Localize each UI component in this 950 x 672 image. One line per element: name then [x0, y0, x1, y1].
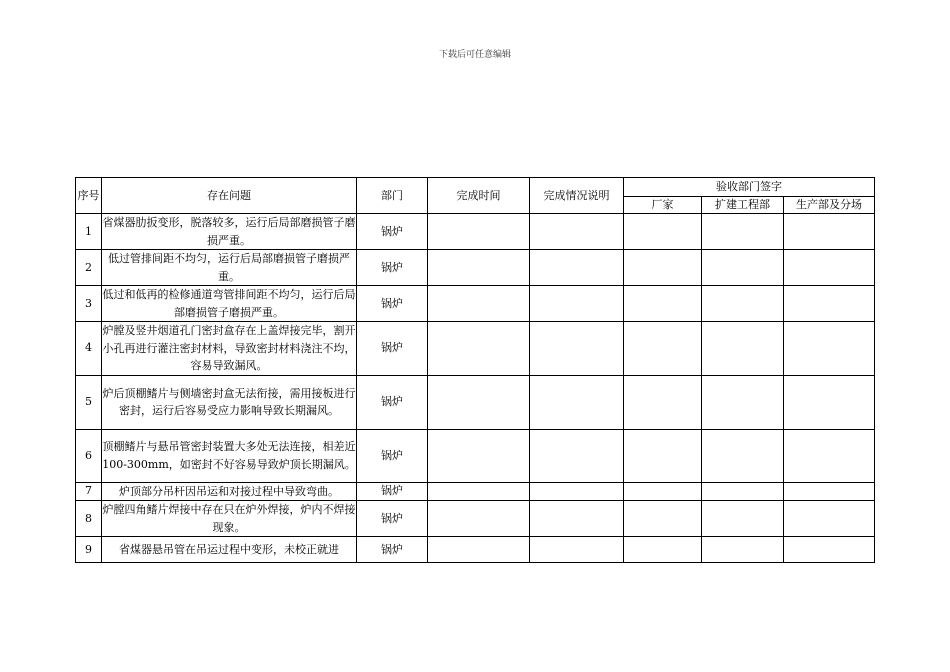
row-number: 7	[76, 482, 102, 501]
row-number: 5	[76, 375, 102, 429]
row-sign-factory	[624, 501, 702, 537]
header-seq: 序号	[76, 178, 102, 214]
issues-table	[75, 177, 875, 563]
table-body	[76, 214, 875, 563]
row-sign-production	[784, 429, 875, 482]
header-completion-time: 完成时间	[428, 178, 530, 214]
row-sign-factory	[624, 286, 702, 322]
row-dept: 锅炉	[357, 286, 428, 322]
row-completion-desc	[530, 429, 624, 482]
row-sign-factory	[624, 482, 702, 501]
header-completion-desc: 完成情况说明	[530, 178, 624, 214]
row-sign-expansion	[702, 429, 784, 482]
row-number: 4	[76, 322, 102, 376]
row-dept: 锅炉	[357, 250, 428, 286]
row-sign-factory	[624, 429, 702, 482]
row-issue: 低过和低再的检修通道弯管排间距不均匀，运行后局部磨损管子磨损严重。	[102, 286, 357, 322]
row-sign-production	[784, 250, 875, 286]
row-completion-time	[428, 375, 530, 429]
row-sign-factory	[624, 322, 702, 376]
row-completion-desc	[530, 482, 624, 501]
page-header-note: 下载后可任意编辑	[438, 50, 511, 60]
row-sign-production	[784, 322, 875, 376]
row-sign-expansion	[702, 250, 784, 286]
header-dept: 部门	[357, 178, 428, 214]
row-sign-expansion	[702, 482, 784, 501]
table-row	[76, 286, 875, 322]
table-row	[76, 429, 875, 482]
row-completion-desc	[530, 286, 624, 322]
row-completion-time	[428, 322, 530, 376]
row-completion-time	[428, 429, 530, 482]
row-issue: 省煤器肋扳变形，脱落较多，运行后局部磨损管子磨损严重。	[102, 214, 357, 250]
row-sign-production	[784, 214, 875, 250]
row-sign-production	[784, 482, 875, 501]
row-issue: 炉膛及竖井烟道孔门密封盒存在上盖焊接完毕，割开小孔再进行灌注密封材料，导致密封材料浇注不均，容易导致漏风。	[102, 322, 357, 376]
table-row	[76, 537, 875, 563]
row-completion-desc	[530, 322, 624, 376]
row-sign-expansion	[702, 375, 784, 429]
row-sign-expansion	[702, 537, 784, 563]
row-sign-expansion	[702, 322, 784, 376]
row-completion-desc	[530, 214, 624, 250]
row-issue: 炉后顶棚鳍片与侧墙密封盒无法衔接，需用接板进行密封，运行后容易受应力影响导致长期漏风。	[102, 375, 357, 429]
table-row	[76, 322, 875, 376]
row-number: 6	[76, 429, 102, 482]
row-issue: 低过管排间距不均匀，运行后局部磨损管子磨损严重。	[102, 250, 357, 286]
row-completion-time	[428, 250, 530, 286]
row-sign-factory	[624, 214, 702, 250]
row-completion-desc	[530, 375, 624, 429]
row-completion-time	[428, 286, 530, 322]
row-completion-time	[428, 214, 530, 250]
row-number: 8	[76, 501, 102, 537]
row-completion-desc	[530, 501, 624, 537]
row-sign-production	[784, 537, 875, 563]
row-issue: 炉顶部分吊杆因吊运和对接过程中导致弯曲。	[102, 482, 357, 501]
row-completion-time	[428, 537, 530, 563]
row-issue: 炉膛四角鳍片焊接中存在只在炉外焊接，炉内不焊接现象。	[102, 501, 357, 537]
row-sign-expansion	[702, 286, 784, 322]
row-dept: 锅炉	[357, 501, 428, 537]
header-sign-production: 生产部及分场	[784, 197, 875, 214]
row-dept: 锅炉	[357, 375, 428, 429]
row-issue: 顶棚鳍片与悬吊管密封装置大多处无法连接，相差近100-300mm，如密封不好容易导致炉顶长期漏风。	[102, 429, 357, 482]
header-issue: 存在问题	[102, 178, 357, 214]
row-completion-time	[428, 501, 530, 537]
row-sign-factory	[624, 537, 702, 563]
row-number: 2	[76, 250, 102, 286]
row-dept: 锅炉	[357, 214, 428, 250]
row-dept: 锅炉	[357, 322, 428, 376]
header-sign-factory: 厂家	[624, 197, 702, 214]
row-sign-production	[784, 501, 875, 537]
table-row	[76, 250, 875, 286]
row-sign-expansion	[702, 501, 784, 537]
row-dept: 锅炉	[357, 537, 428, 563]
header-sign-expansion: 扩建工程部	[702, 197, 784, 214]
row-dept: 锅炉	[357, 482, 428, 501]
header-sign-group: 验收部门签字	[624, 178, 875, 197]
row-number: 3	[76, 286, 102, 322]
table-row	[76, 501, 875, 537]
row-number: 1	[76, 214, 102, 250]
row-sign-factory	[624, 375, 702, 429]
row-completion-desc	[530, 537, 624, 563]
table-row	[76, 482, 875, 501]
row-completion-desc	[530, 250, 624, 286]
row-number: 9	[76, 537, 102, 563]
row-completion-time	[428, 482, 530, 501]
row-sign-factory	[624, 250, 702, 286]
row-sign-expansion	[702, 214, 784, 250]
table-row	[76, 375, 875, 429]
row-sign-production	[784, 375, 875, 429]
row-dept: 锅炉	[357, 429, 428, 482]
row-sign-production	[784, 286, 875, 322]
table-header	[76, 178, 875, 214]
table-row	[76, 214, 875, 250]
row-issue: 省煤器悬吊管在吊运过程中变形，未校正就进	[102, 537, 357, 563]
